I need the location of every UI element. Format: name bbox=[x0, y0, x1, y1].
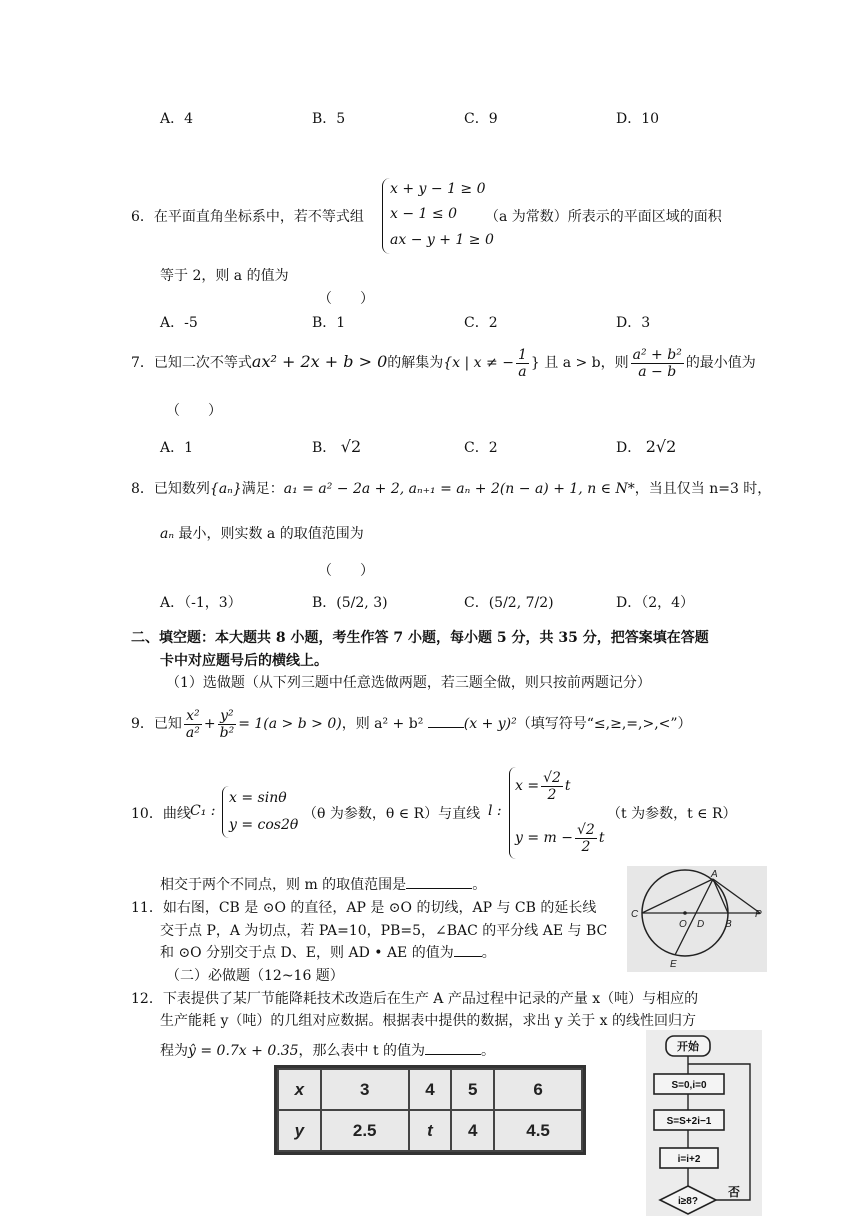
q8-line1-c: ，当且仅当 n=3 时， bbox=[634, 481, 772, 497]
q7-cond: 且 a > b，则 bbox=[544, 355, 629, 371]
q6-sys-2: x − 1 ≤ 0 bbox=[390, 206, 457, 222]
q10-sys2-1-lhs: x = bbox=[515, 778, 540, 794]
label-p: P bbox=[755, 909, 762, 920]
q8-formula: a₁ = a² − 2a + 2, aₙ₊₁ = aₙ + 2(n − a) + 1, n ∈ N* bbox=[283, 481, 635, 497]
q7-frac-den: a − b bbox=[638, 363, 677, 380]
q11-end: 。 bbox=[481, 945, 496, 961]
q7-stem bbox=[131, 342, 756, 383]
q10-l: l : bbox=[488, 803, 502, 819]
table-cell: x bbox=[278, 1069, 321, 1110]
flowchart bbox=[646, 1030, 762, 1216]
q8-option-b-value: (5/2, 3) bbox=[336, 595, 388, 611]
label-b: B bbox=[725, 919, 732, 930]
q12-end: 。 bbox=[481, 1043, 496, 1059]
q8-option-c-value: (5/2, 7/2) bbox=[488, 595, 554, 611]
q11-line1: 11．如右图，CB 是 ⊙O 的直径，AP 是 ⊙O 的切线，AP 与 CB 的延长线 bbox=[131, 900, 597, 916]
q7-num: 7．已知二次不等式 bbox=[131, 355, 252, 371]
section2-subheading: （1）选做题（从下列三题中任意选做两题，若三题全做，则只按前两题记分） bbox=[166, 675, 651, 691]
table-row-y bbox=[278, 1110, 582, 1151]
section2-heading-line2: 卡中对应题号后的横线上。 bbox=[160, 653, 328, 669]
q6-option-d: D．3 bbox=[616, 315, 651, 331]
q8-line1-b: 满足： bbox=[241, 481, 284, 497]
q7-option-d bbox=[616, 437, 676, 457]
q12-line1: 12．下表提供了某厂节能降耗技术改造后在生产 A 产品过程中记录的产量 x（吨）与相应的 bbox=[131, 991, 699, 1007]
q9-answer-blank[interactable] bbox=[428, 727, 464, 728]
q9-eq: = 1(a > b > 0) bbox=[238, 716, 342, 732]
q5-option-a: A．4 bbox=[160, 111, 194, 127]
q9-num: 9．已知 bbox=[131, 716, 182, 732]
q10-sys2-1-frac-num: √2 bbox=[543, 769, 561, 786]
label-a: A bbox=[711, 869, 718, 880]
q10-answer-blank[interactable] bbox=[406, 888, 472, 889]
flow-step-text: S=S+2i−1 bbox=[666, 1116, 712, 1127]
q6-option-a: A．-5 bbox=[160, 315, 198, 331]
q8-option-d: D．（2，4） bbox=[616, 595, 695, 611]
q10-sys2-1-frac-den: 2 bbox=[547, 786, 557, 803]
table-cell: 4.5 bbox=[494, 1110, 582, 1151]
q8-line2 bbox=[160, 523, 364, 543]
table-cell: 4 bbox=[409, 1069, 452, 1110]
q6-stem-after: （a 为常数）所表示的平面区域的面积 bbox=[485, 209, 722, 225]
q8-stem bbox=[131, 478, 771, 498]
label-e: E bbox=[670, 959, 677, 970]
q6-option-b: B．1 bbox=[312, 315, 346, 331]
q9-rhs: (x + y)² bbox=[463, 716, 517, 732]
q9-frac-y-num: y² bbox=[218, 708, 237, 725]
q11-line2: 交于点 P，A 为切点，若 PA=10，PB=5，∠BAC 的平分线 AE 与 BC bbox=[160, 923, 608, 939]
q10-line2-text: 相交于两个不同点，则 m 的取值范围是 bbox=[160, 877, 407, 893]
q7-ineq: ax² + 2x + b > 0 bbox=[251, 352, 388, 371]
q11-line3 bbox=[160, 942, 496, 962]
q12-eq: ŷ = 0.7x + 0.35 bbox=[188, 1043, 299, 1059]
label-d: D bbox=[697, 919, 705, 930]
q9-mid: ，则 a² + b² bbox=[341, 716, 424, 732]
q7-option-b bbox=[312, 437, 361, 457]
table-cell: 6 bbox=[494, 1069, 582, 1110]
q7-option-a: A．1 bbox=[160, 440, 194, 456]
q7-set-open: {x | x ≠ − bbox=[443, 355, 514, 371]
q6-option-c: C．2 bbox=[464, 315, 498, 331]
q10-sys2-2-lhs: y = m − bbox=[515, 830, 573, 846]
q6-line2: 等于 2，则 a 的值为 bbox=[160, 268, 289, 284]
subsection-required: （二）必做题（12~16 题） bbox=[166, 968, 344, 984]
flow-inc-text: i=i+2 bbox=[677, 1154, 701, 1165]
label-c: C bbox=[631, 909, 639, 920]
q10-sys2-2-frac-num: √2 bbox=[577, 821, 595, 838]
q10-sys2-1: x = $\frac{√2}{2}$ t bbox=[515, 769, 571, 803]
q8-option-c-label: C． bbox=[464, 595, 489, 611]
q11-line3-text: 和 ⊙O 分别交于点 D、E，则 AD • AE 的值为 bbox=[160, 945, 454, 961]
q7-option-d-value: 2√2 bbox=[645, 437, 677, 456]
q12-line2: 生产能耗 y（吨）的几组对应数据。根据表中提供的数据，求出 y 关于 x 的线性回归方 bbox=[160, 1013, 696, 1029]
q8-option-b bbox=[312, 592, 388, 612]
q8-option-a: A．（-1，3） bbox=[160, 595, 242, 611]
q10-brace-1 bbox=[222, 786, 229, 838]
q7-set-frac-num: 1 bbox=[517, 346, 527, 363]
q7-option-b-label: B． bbox=[312, 440, 337, 456]
q9-stem: 9．已知 $\frac{\text{x²}}{\text{a²}}$ + $\frac{\text{y²}}{\text{b²}}$ = 1(a > b > 0)，则 a² + b² (x + y)²（填写符号“≤,≥,=,>,<”） bbox=[131, 707, 692, 741]
q9-frac-y bbox=[218, 708, 237, 741]
q6-stem: 6．在平面直角坐标系中，若不等式组 bbox=[131, 209, 364, 225]
q12-line3b: ，那么表中 t 的值为 bbox=[298, 1043, 426, 1059]
q10-sys2-2-frac bbox=[575, 822, 597, 855]
q10-sys2-2: y = m − $\frac{√2}{2}$ t bbox=[515, 821, 605, 855]
section2-heading: 二、填空题：本大题共 8 小题，考生作答 7 小题，每小题 5 分，共 35 分，把答案填在答题 bbox=[131, 630, 709, 646]
q10-sys2-2-frac-den: 2 bbox=[581, 838, 591, 855]
q10-sys1-2: y = cos2θ bbox=[229, 817, 299, 833]
center-dot bbox=[683, 911, 687, 915]
q12-line3 bbox=[160, 1040, 495, 1060]
q7-frac-num: a² + b² bbox=[632, 346, 682, 363]
q8-option-b-label: B． bbox=[312, 595, 337, 611]
flow-no-label: 否 bbox=[728, 1185, 741, 1199]
q8-line1-a: 8．已知数列 bbox=[131, 481, 210, 497]
table-cell: 5 bbox=[451, 1069, 494, 1110]
table-cell: 3 bbox=[321, 1069, 409, 1110]
q11-circle-figure bbox=[627, 866, 767, 972]
q6-sys-1: x + y − 1 ≥ 0 bbox=[390, 181, 486, 197]
table-cell: 2.5 bbox=[321, 1110, 409, 1151]
table-cell: t bbox=[409, 1110, 452, 1151]
q8-an: aₙ bbox=[160, 526, 175, 542]
q11-answer-blank[interactable] bbox=[454, 956, 482, 957]
q7-set-close: } bbox=[530, 355, 540, 371]
q8-paren: （ ） bbox=[318, 563, 374, 579]
q10-num: 10．曲线 bbox=[131, 806, 191, 822]
q6-sys-3: ax − y + 1 ≥ 0 bbox=[390, 232, 494, 248]
q7-tail: 的最小值为 bbox=[685, 355, 756, 371]
q7-sol: 的解集为 bbox=[387, 355, 444, 371]
q9-frac-y-den: b² bbox=[219, 724, 235, 741]
table-cell: y bbox=[278, 1110, 321, 1151]
q10-param2: （t 为参数，t ∈ R） bbox=[607, 806, 737, 822]
q8-line2-text: 最小，则实数 a 的取值范围为 bbox=[178, 526, 364, 542]
q5-option-c: C．9 bbox=[464, 111, 498, 127]
q7-set-frac bbox=[516, 347, 529, 380]
q7-option-c: C．2 bbox=[464, 440, 498, 456]
q7-set-frac-den: a bbox=[518, 363, 527, 380]
q10-param1: （θ 为参数，θ ∈ R）与直线 bbox=[303, 806, 481, 822]
flow-init-text: S=0,i=0 bbox=[671, 1080, 707, 1091]
q5-option-b: B．5 bbox=[312, 111, 346, 127]
q12-line3-text: 程为 bbox=[160, 1043, 188, 1059]
q9-frac-x-num: x² bbox=[184, 708, 202, 725]
q10-end: 。 bbox=[472, 877, 487, 893]
q5-option-d: D．10 bbox=[616, 111, 660, 127]
table-row-x bbox=[278, 1069, 582, 1110]
q9-note: （填写符号“≤,≥,=,>,<”） bbox=[516, 716, 692, 732]
q7-frac bbox=[631, 347, 684, 380]
q10-line2 bbox=[160, 874, 486, 894]
table-cell: 4 bbox=[451, 1110, 494, 1151]
q8-option-c bbox=[464, 592, 554, 612]
q10-c1: C₁ : bbox=[190, 803, 216, 819]
flow-start-text: 开始 bbox=[677, 1041, 699, 1053]
label-o: O bbox=[679, 919, 687, 930]
q7-option-b-value: √2 bbox=[340, 437, 362, 456]
q7-paren: （ ） bbox=[166, 403, 222, 419]
q9-frac-x bbox=[184, 708, 202, 741]
q12-data-table bbox=[274, 1065, 586, 1155]
q10-sys1-1: x = sinθ bbox=[229, 790, 287, 806]
q12-answer-blank[interactable] bbox=[425, 1054, 481, 1055]
q10-sys2-1-frac bbox=[541, 770, 563, 803]
q9-frac-x-den: a² bbox=[185, 724, 200, 741]
flow-cond-text: i≥8? bbox=[678, 1196, 698, 1207]
q8-seq: {aₙ} bbox=[209, 481, 242, 497]
q7-option-d-label: D． bbox=[616, 440, 642, 456]
q6-paren: （ ） bbox=[318, 291, 374, 307]
